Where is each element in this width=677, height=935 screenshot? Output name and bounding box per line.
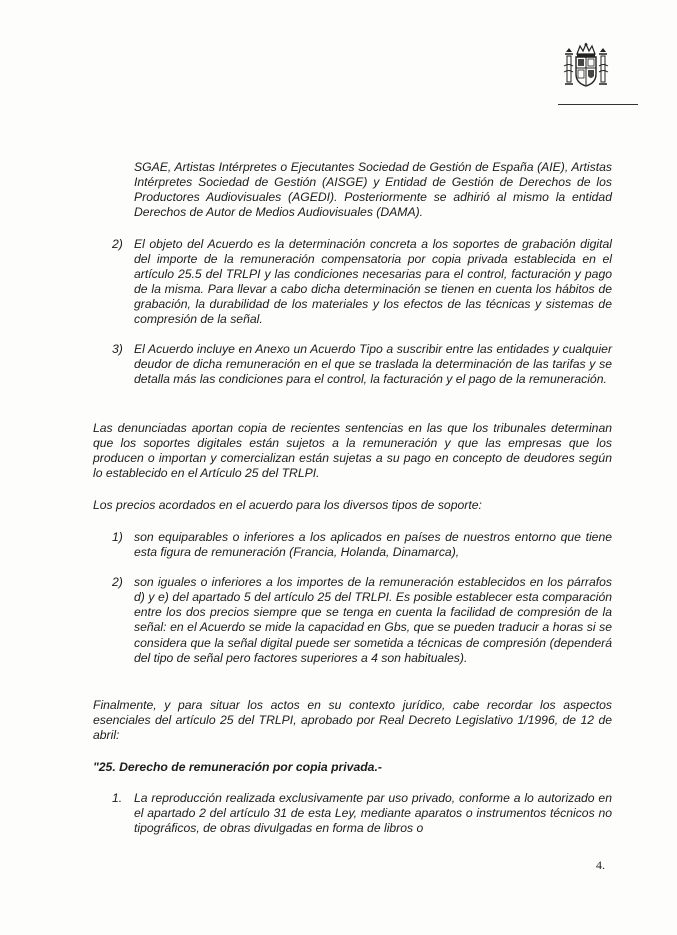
paragraph-precios: Los precios acordados en el acuerdo para los diversos tipos de soporte: [93, 498, 482, 512]
list-item-text: son equiparables o inferiores a los aplicados en países de nuestros entorno que tiene esta figura de remuneración (Francia, Holanda, Dinamarca), [134, 530, 612, 560]
list-marker: 1) [112, 530, 123, 544]
list-marker: 1. [112, 791, 123, 805]
list-marker: 2) [112, 237, 123, 251]
list-item [112, 791, 612, 836]
numbered-list-precios [112, 530, 612, 681]
list-item [112, 530, 612, 560]
numbered-list-articulo [112, 791, 612, 836]
list-item-text: El objeto del Acuerdo es la determinación concreta a los soportes de grabación digital del importe de la remuneración compensatoria por copia privada establecida en el artículo 25.5 del TRLPI y las condiciones necesarias para el control, facturación y pago de la misma. Para llevar a cabo dicha determinación se tienen en cuenta los hábitos de grabación, la durabilidad de los materiales y los efectos de las técnicas y sistemas de compresión de la señal. [134, 237, 612, 327]
numbered-list-agreement [112, 237, 612, 401]
list-item-text: El Acuerdo incluye en Anexo un Acuerdo Tipo a suscribir entre las entidades y cualquier deudor de dicha remuneración en el que se traslada la determinación de las tarifas y se detalla más las condiciones para el control, la facturación y el pago de la remuneración. [134, 341, 612, 386]
list-marker: 2) [112, 575, 123, 590]
paragraph-contexto: Finalmente, y para situar los actos en su contexto jurídico, cabe recordar los aspectos esenciales del artículo 25 del TRLPI, aprobado por Real Decreto Legislativo 1/1996, de 12 de abril: [93, 698, 612, 743]
list-item-text: La reproducción realizada exclusivamente par uso privado, conforme a lo autorizado en el apartado 2 del artículo 31 de esta Ley, mediante aparatos o instrumentos técnicos no tipográficos, de obras divulgadas en forma de libros o [134, 791, 612, 836]
list-item [112, 575, 612, 666]
spanish-coat-of-arms-icon [561, 42, 611, 92]
intro-paragraph: SGAE, Artistas Intérpretes o Ejecutantes Sociedad de Gestión de España (AIE), Artistas Intérpretes Sociedad de Gestión (AISGE) y Entidad de Gestión de Derechos de los Productores Audiovisuales (AGEDI). Posteriormente se adhirió al mismo la entidad Derechos de Autor de Medios Audiovisuales (DAMA). [134, 160, 612, 220]
header-rule [558, 104, 638, 105]
page-number: 4. [596, 858, 605, 872]
list-item [112, 237, 612, 328]
article-heading: "25. Derecho de remuneración por copia privada.- [93, 760, 382, 774]
paragraph-sentencias: Las denunciadas aportan copia de recientes sentencias en las que los tribunales determinan que los soportes digitales están sujetos a la remuneración y que las empresas que los producen o importan y comercializan están sujetas a su pago en concepto de deudores según lo establecido en el Artículo 25 del TRLPI. [93, 421, 612, 481]
list-item-text: son iguales o inferiores a los importes de la remuneración establecidos en los párrafos d) y e) del apartado 5 del artículo 25 del TRLPI. Es posible establecer esta comparación entre los dos precios siempre que se tenga en cuenta la facilidad de compresión de la señal: en el Acuerdo se mide la capacidad en Gbs, que se pueden traducir a horas si se considera que la señal digital puede ser sometida a técnicas de compresión (dependerá del tipo de señal pero factores superiores a 4 son habituales). [134, 575, 612, 665]
list-marker: 3) [112, 341, 123, 356]
list-item [112, 341, 612, 387]
